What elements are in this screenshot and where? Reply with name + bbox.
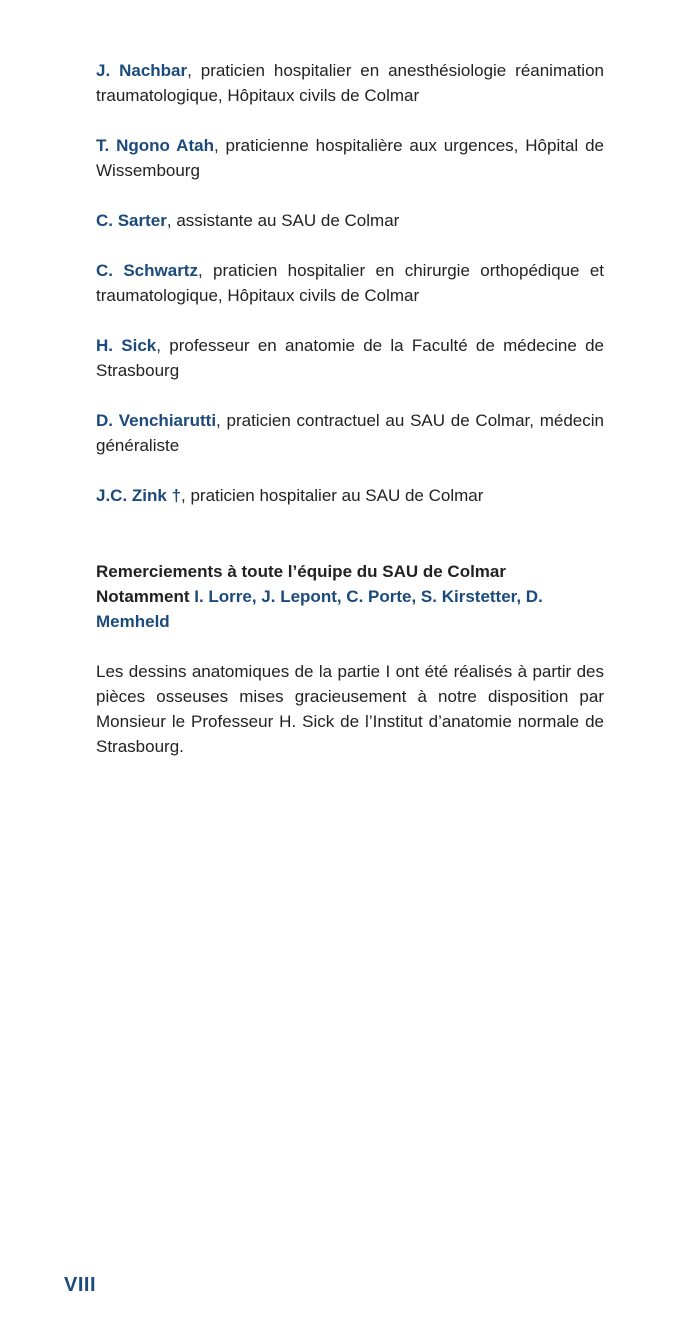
contributor-description: , professeur en anatomie de la Faculté de médecine de Strasbourg [96, 336, 604, 380]
contributor-name: J.C. Zink † [96, 486, 182, 505]
contributor-entry [96, 58, 604, 108]
contributor-entry [96, 133, 604, 183]
drawings-credit-paragraph: Les dessins anatomiques de la partie I ont été réalisés à partir des pièces osseuses mises gracieusement à notre disposition par Monsieur le Professeur H. Sick de l’Institut d’anatomie normale de Strasbourg. [96, 662, 604, 756]
contributor-description: , praticien hospitalier au SAU de Colmar [181, 486, 484, 505]
contributor-entry [96, 483, 604, 508]
contributor-description: , praticien contractuel au SAU de Colmar, médecin généraliste [96, 411, 604, 455]
contributor-name: C. Sarter [96, 211, 167, 230]
contributor-name: C. Schwartz [96, 261, 198, 280]
acknowledgements-heading: Remerciements à toute l’équipe du SAU de Colmar [96, 562, 506, 581]
contributor-entry [96, 258, 604, 308]
contributor-entry [96, 408, 604, 458]
acknowledgements-names-line [96, 584, 604, 634]
acknowledgements [96, 559, 604, 634]
contributor-name: H. Sick [96, 336, 157, 355]
page-content [96, 58, 604, 776]
contributor-entry [96, 333, 604, 383]
acknowledgements-names: I. Lorre, J. Lepont, C. Porte, S. Kirstetter, D. Memheld [96, 587, 543, 631]
contributor-description: , praticienne hospitalière aux urgences, Hôpital de Wissembourg [96, 136, 604, 180]
contributor-entry [96, 208, 604, 233]
contributor-description: , praticien hospitalier en chirurgie orthopédique et traumatologique, Hôpitaux civils de Colmar [96, 261, 605, 305]
contributor-name: D. Venchiarutti [96, 411, 217, 430]
page-number: VIII [64, 1274, 97, 1296]
contributor-description: , assistante au SAU de Colmar [166, 211, 400, 230]
contributor-name: T. Ngono Atah [96, 136, 214, 155]
contributor-name: J. Nachbar [96, 61, 188, 80]
contributor-description: , praticien hospitalier en anesthésiologie réanimation traumatologique, Hôpitaux civils de Colmar [96, 61, 604, 105]
acknowledgements-prefix: Notamment [96, 587, 195, 606]
